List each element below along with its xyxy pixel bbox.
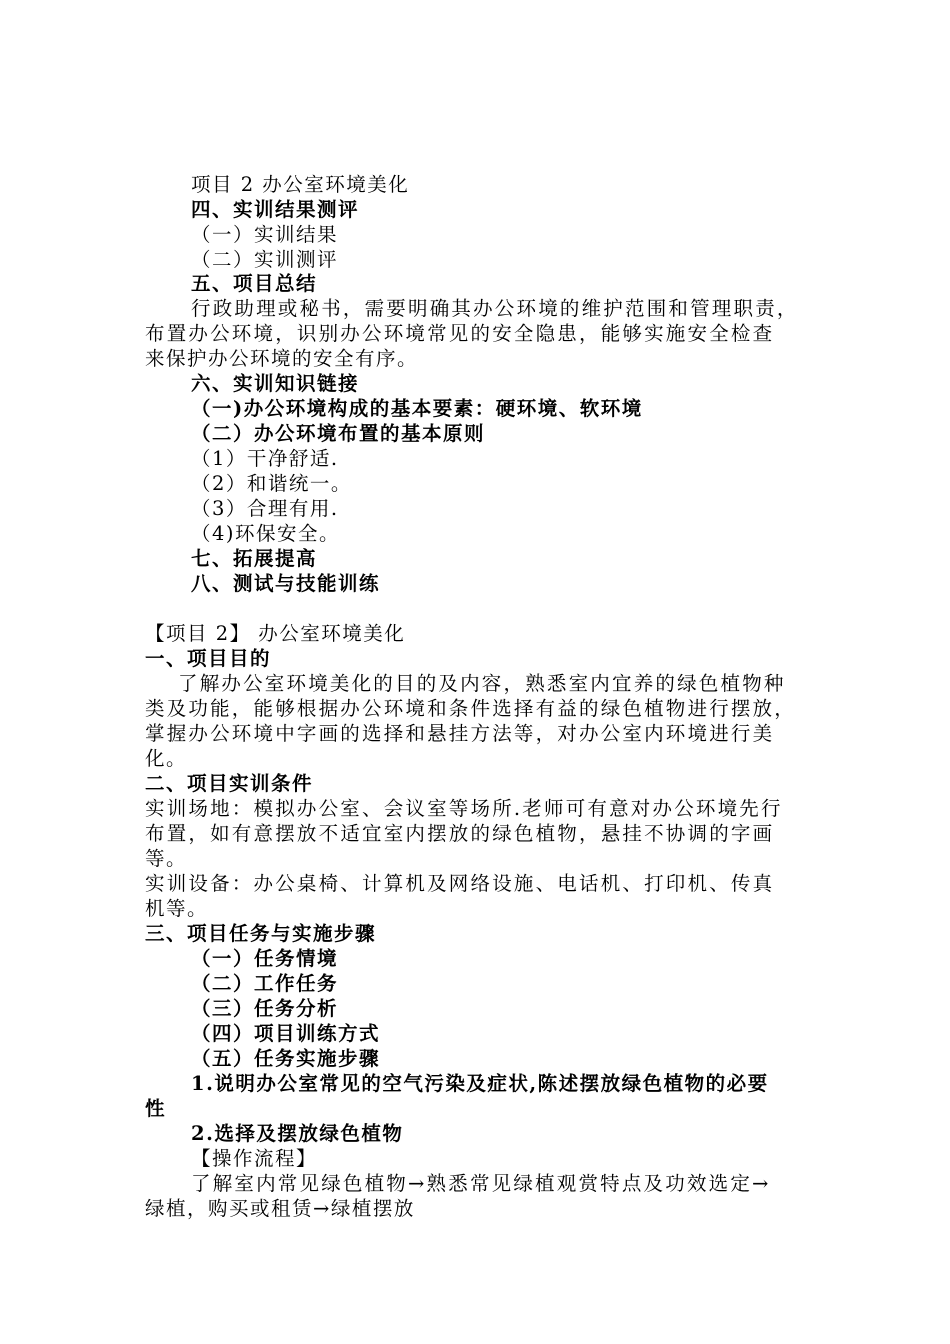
site-line: 等。	[145, 847, 188, 870]
project-title: 项目 2 办公室环境美化	[191, 173, 410, 196]
subheading-evaluation: （二）实训测评	[191, 248, 339, 271]
flow-line: 绿植，购买或租赁→绿植摆放	[145, 1197, 415, 1220]
subheading-results: （一）实训结果	[191, 223, 339, 246]
step-1-continued: 性	[145, 1097, 167, 1120]
purpose-line: 化。	[145, 747, 188, 770]
site-line: 布置，如有意摆放不适宜室内摆放的绿色植物，悬挂不协调的字画	[145, 822, 775, 845]
heading-results: 四、实训结果测评	[191, 198, 360, 221]
task-item: （三）任务分析	[191, 997, 339, 1020]
knowledge-item: （一)办公环境构成的基本要素：硬环境、软环境	[191, 397, 643, 420]
heading-knowledge: 六、实训知识链接	[191, 372, 360, 395]
principle-item: （4)环保安全。	[191, 522, 341, 545]
knowledge-item: （二）办公环境布置的基本原则	[191, 422, 486, 445]
heading-summary: 五、项目总结	[191, 272, 318, 295]
heading-tasks: 三、项目任务与实施步骤	[145, 922, 377, 945]
heading-tests: 八、测试与技能训练	[191, 572, 381, 595]
task-item: （二）工作任务	[191, 972, 339, 995]
step-2: 2.选择及摆放绿色植物	[191, 1122, 404, 1145]
summary-line: 来保护办公环境的安全有序。	[145, 347, 419, 370]
site-line: 实训场地：模拟办公室、会议室等场所.老师可有意对办公环境先行	[145, 797, 783, 820]
heading-purpose: 一、项目目的	[145, 647, 272, 670]
purpose-line: 类及功能，能够根据办公环境和条件选择有益的绿色植物进行摆放，	[145, 697, 797, 720]
flow-line: 了解室内常见绿色植物→熟悉常见绿植观赏特点及功效选定→	[191, 1172, 771, 1195]
step-1: 1.说明办公室常见的空气污染及症状,陈述摆放绿色植物的必要	[191, 1072, 769, 1095]
purpose-line: 掌握办公环境中字画的选择和悬挂方法等，对办公室内环境进行美	[145, 722, 775, 745]
task-item: （五）任务实施步骤	[191, 1047, 381, 1070]
purpose-line: 了解办公室环境美化的目的及内容，熟悉室内宜养的绿色植物种	[178, 672, 786, 695]
equipment-line: 实训设备：办公桌椅、计算机及网络设施、电话机、打印机、传真	[145, 872, 775, 895]
principle-item: （3）合理有用.	[191, 497, 339, 520]
summary-line: 布置办公环境，识别办公环境常见的安全隐患，能够实施安全检查	[145, 322, 775, 345]
equipment-line: 机等。	[145, 897, 209, 920]
heading-extension: 七、拓展提高	[191, 547, 318, 570]
principle-item: （1）干净舒适.	[191, 447, 339, 470]
section-title: 【项目 2】 办公室环境美化	[145, 622, 406, 645]
principle-item: （2）和谐统一。	[191, 472, 352, 495]
flow-label: 【操作流程】	[191, 1147, 318, 1170]
task-item: （四）项目训练方式	[191, 1022, 381, 1045]
task-item: （一）任务情境	[191, 947, 339, 970]
heading-conditions: 二、项目实训条件	[145, 772, 314, 795]
summary-line: 行政助理或秘书，需要明确其办公环境的维护范围和管理职责，	[191, 297, 799, 320]
